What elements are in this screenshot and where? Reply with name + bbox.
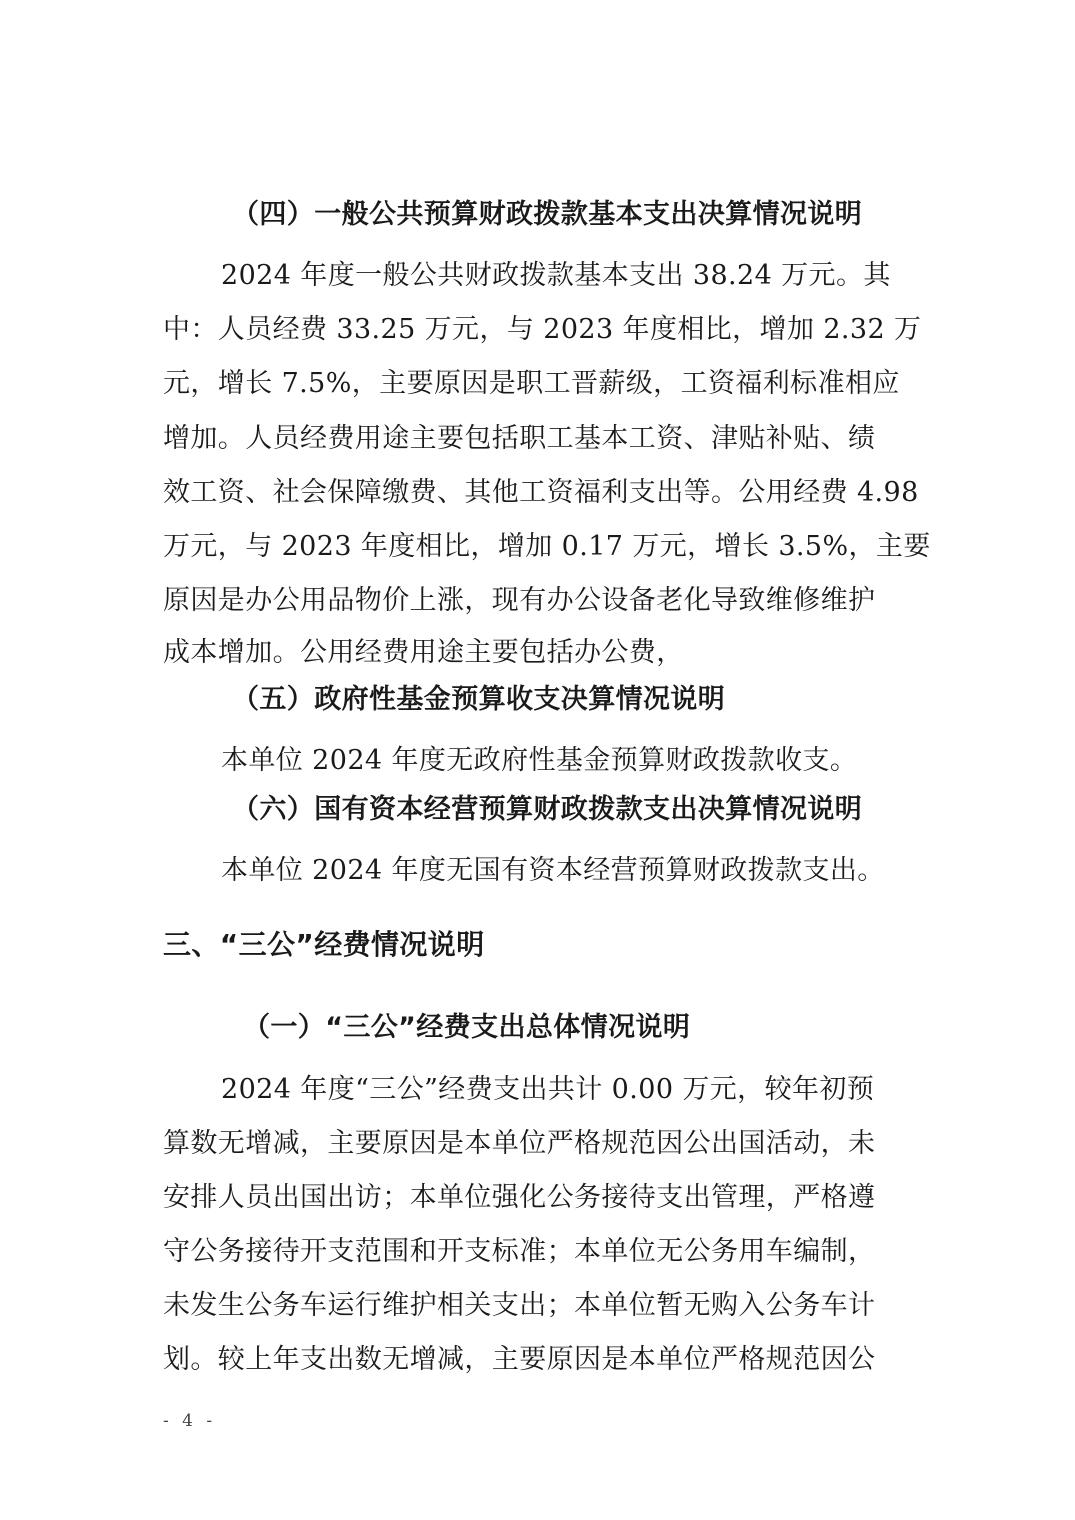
section-4-heading: （四）一般公共预算财政拨款基本支出决算情况说明 bbox=[232, 199, 863, 230]
section-6-text: 本单位 2024 年度无国有资本经营预算财政拨款支出。 bbox=[221, 855, 885, 886]
section-4-line-8: 成本增加。公用经费用途主要包括办公费， bbox=[163, 637, 684, 668]
part-3-sub-1-line-2: 算数无增减，主要原因是本单位严格规范因公出国活动，未 bbox=[163, 1128, 876, 1159]
part-3-heading: 三、“三公”经费情况说明 bbox=[163, 928, 485, 961]
part-3-sub-1-line-6: 划。较上年支出数无增减，主要原因是本单位严格规范因公 bbox=[163, 1344, 876, 1375]
part-3-sub-1-line-4: 守公务接待开支范围和开支标准；本单位无公务用车编制， bbox=[163, 1236, 876, 1267]
section-4-line-3: 元，增长 7.5%，主要原因是职工晋薪级，工资福利标准相应 bbox=[163, 368, 900, 399]
section-4-line-2: 中：人员经费 33.25 万元，与 2023 年度相比，增加 2.32 万 bbox=[163, 314, 922, 345]
part-3-sub-1-heading: （一）“三公”经费支出总体情况说明 bbox=[243, 1012, 691, 1043]
part-3-sub-1-line-1: 2024 年度“三公”经费支出共计 0.00 万元，较年初预 bbox=[221, 1074, 875, 1105]
section-4-line-1: 2024 年度一般公共财政拨款基本支出 38.24 万元。其 bbox=[221, 260, 891, 291]
part-3-sub-1-line-3: 安排人员出国出访；本单位强化公务接待支出管理，严格遵 bbox=[163, 1182, 876, 1213]
section-4-line-7: 原因是办公用品物价上涨，现有办公设备老化导致维修维护 bbox=[163, 585, 876, 616]
page-number: - 4 - bbox=[163, 1411, 217, 1431]
section-5-heading: （五）政府性基金预算收支决算情况说明 bbox=[232, 684, 726, 715]
section-4-line-6: 万元，与 2023 年度相比，增加 0.17 万元，增长 3.5%，主要 bbox=[163, 531, 931, 562]
part-3-sub-1-line-5: 未发生公务车运行维护相关支出；本单位暂无购入公务车计 bbox=[163, 1290, 876, 1321]
section-5-text: 本单位 2024 年度无政府性基金预算财政拨款收支。 bbox=[221, 745, 858, 776]
section-4-line-4: 增加。人员经费用途主要包括职工基本工资、津贴补贴、绩 bbox=[163, 423, 876, 454]
section-4-line-5: 效工资、社会保障缴费、其他工资福利支出等。公用经费 4.98 bbox=[163, 477, 919, 508]
section-6-heading: （六）国有资本经营预算财政拨款支出决算情况说明 bbox=[232, 794, 863, 825]
